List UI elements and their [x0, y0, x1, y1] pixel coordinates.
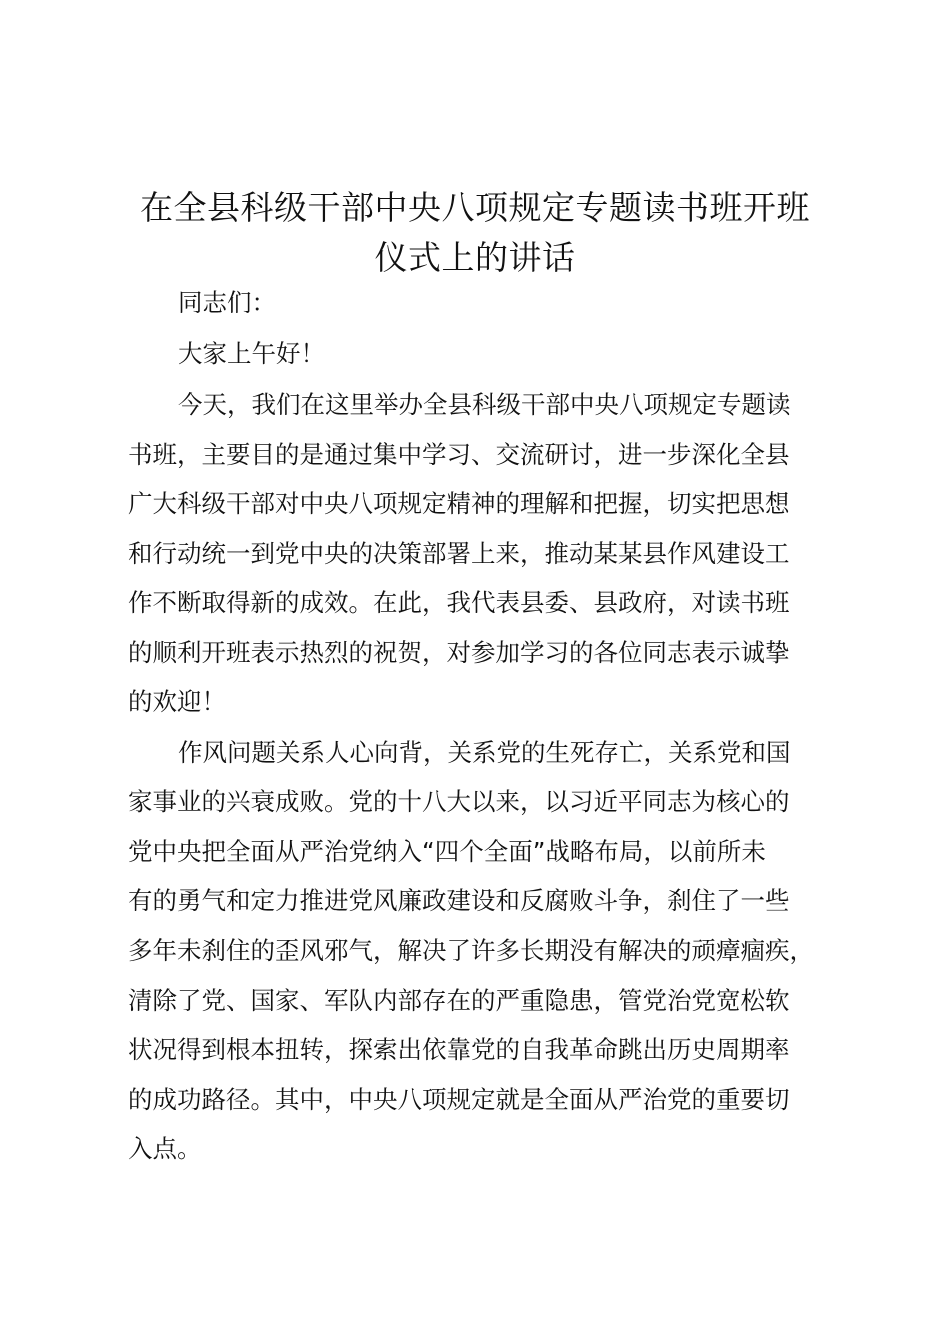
paragraph-2-line: 的成功路径。其中，中央八项规定就是全面从严治党的重要切 — [128, 1085, 790, 1114]
paragraph-1-line: 今天，我们在这里举办全县科级干部中央八项规定专题读 — [178, 390, 791, 419]
paragraph-1-line: 广大科级干部对中央八项规定精神的理解和把握，切实把思想 — [128, 489, 790, 518]
paragraph-1-line: 作不断取得新的成效。在此，我代表县委、县政府，对读书班 — [128, 588, 790, 617]
paragraph-2-line: 清除了党、国家、军队内部存在的严重隐患，管党治党宽松软 — [128, 986, 790, 1015]
greeting: 大家上午好！ — [178, 339, 325, 368]
paragraph-2-line: 入点。 — [128, 1134, 202, 1163]
paragraph-2-line: 有的勇气和定力推进党风廉政建设和反腐败斗争，刹住了一些 — [128, 886, 790, 915]
paragraph-2-line: 多年未刹住的歪风邪气，解决了许多长期没有解决的顽瘴痼疾， — [128, 936, 814, 965]
document-title-line-1: 在全县科级干部中央八项规定专题读书班开班 — [140, 188, 810, 227]
paragraph-1-line: 的顺利开班表示热烈的祝贺，对参加学习的各位同志表示诚挚 — [128, 638, 790, 667]
paragraph-1-line: 和行动统一到党中央的决策部署上来，推动某某县作风建设工 — [128, 539, 790, 568]
paragraph-2-line: 作风问题关系人心向背，关系党的生死存亡，关系党和国 — [178, 738, 791, 767]
paragraph-1-line: 的欢迎！ — [128, 687, 226, 716]
paragraph-2-line: 家事业的兴衰成败。党的十八大以来，以习近平同志为核心的 — [128, 787, 790, 816]
document-title-line-2: 仪式上的讲话 — [374, 238, 576, 277]
paragraph-2-line: 状况得到根本扭转，探索出依靠党的自我革命跳出历史周期率 — [128, 1035, 790, 1064]
paragraph-1-line: 书班，主要目的是通过集中学习、交流研讨，进一步深化全县 — [128, 440, 790, 469]
salutation: 同志们： — [178, 288, 276, 317]
paragraph-2-line: 党中央把全面从严治党纳入“四个全面”战略布局，以前所未 — [128, 837, 766, 866]
